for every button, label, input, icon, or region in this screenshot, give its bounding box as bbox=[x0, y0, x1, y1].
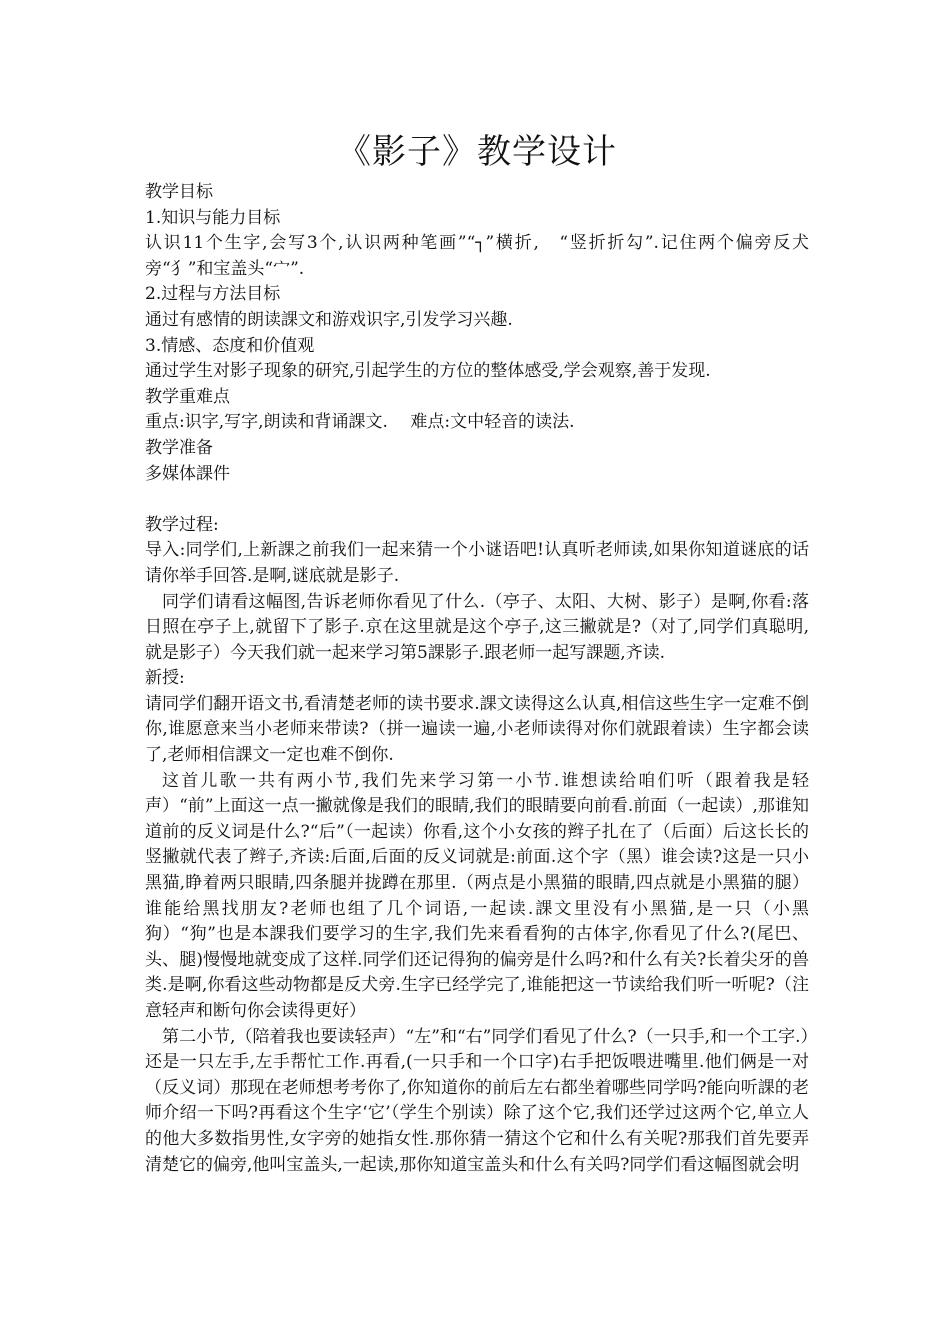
goal3-heading: 3.情感、态度和价值观 bbox=[145, 335, 315, 356]
second-section-paragraph: 第二小节,（陪着我也要读轻声）“左”和“右”同学们看见了什么?（一只手,和一个工字.）还是一只左手,左手帮忙工作.再看,(一只手和一个口字)右手把饭喂进嘴里.他们俩是一对（反义词）那现在老师想考考你了,你知道你的前后左右都坐着哪些同学吗?能向听課的老师介绍一下吗?再看这个生字‘它’（学生个别读）除了这个它,我们还学过这两个它,单立人的他大多数指男性,女字旁的她指女性.那你猜一猜这个它和什么有关呢?那我们首先要弄清楚它的偏旁,他叫宝盖头,一起读,那你知道宝盖头和什么有关吗?同学们看这幅图就会明 bbox=[145, 1026, 809, 1175]
preparation-heading: 教学准备 bbox=[145, 437, 213, 458]
intro-paragraph: 导入:同学们,上新課之前我们一起来猜一个小谜语吧!认真听老师读,如果你知道谜底的话请你举手回答.是啊,谜底就是影子. bbox=[145, 540, 809, 586]
goal2-text: 通过有感情的朗读課文和游戏识字,引发学习兴趣. bbox=[145, 309, 513, 330]
new-lesson-heading: 新授: bbox=[145, 668, 185, 689]
preparation-text: 多媒体課件 bbox=[145, 463, 230, 484]
process-heading: 教学过程: bbox=[145, 514, 219, 535]
key-points-heading: 教学重难点 bbox=[145, 386, 230, 407]
key-points-text: 重点:识字,写字,朗读和背诵課文. 难点:文中轻音的读法. bbox=[145, 412, 575, 433]
picture-paragraph: 同学们请看这幅图,告诉老师你看见了什么.（亭子、太阳、大树、影子）是啊,你看:落日照在亭子上,就留下了影子.京在这里就是这个亭子,这三撇就是?（对了,同学们真聪明,就是影子）今天我们就一起来学习第5課影子.跟老师一起写課题,齐读. bbox=[145, 591, 809, 663]
document-page bbox=[145, 128, 809, 1178]
goal1-heading: 1.知识与能力目标 bbox=[145, 207, 281, 228]
reading-paragraph: 请同学们翻开语文书,看清楚老师的读书要求.課文读得这么认真,相信这些生字一定难不倒你,谁愿意来当小老师来带读?（拼一遍读一遍,小老师读得对你们就跟着读）生字都会读了,老师相信課文一定也难不倒你. bbox=[145, 693, 809, 766]
goal1-text: 认识11个生字,会写3个,认识两种笔画”“┐”横折, “竖折折勾”.记住两个偏旁反犬旁“犭”和宝盖头“宀”. bbox=[145, 233, 809, 279]
blank-line bbox=[145, 487, 809, 513]
first-section-paragraph: 这首儿歌一共有两小节,我们先来学习第一小节.谁想读给咱们听（跟着我是轻声）“前”上面这一点一撇就像是我们的眼睛,我们的眼睛要向前看.前面（一起读）,那谁知道前的反义词是什么?“后”（一起读）你看,这个小女孩的辫子扎在了（后面）后这长长的竖撇就代表了辫子,齐读:后面,后面的反义词就是:前面.这个字（黑）谁会读?这是一只小黑猫,睁着两只眼睛,四条腿并拢蹲在那里.（两点是小黑猫的眼睛,四点就是小黑猫的腿）谁能给黑找朋友?老师也组了几个词语,一起读.課文里没有小黑猫,是一只（小黑狗）“狗”也是本課我们要学习的生字,我们先来看看狗的古体字,你看见了什么?(尾巴、头、腿)慢慢地就变成了这样.同学们还记得狗的偏旁是什么吗?和什么有关?长着尖牙的兽类.是啊,你看这些动物都是反犬旁.生字已经学完了,谁能把这一节读给我们听一听呢?（注意轻声和断句你会读得更好） bbox=[145, 770, 809, 1021]
goals-heading: 教学目标 bbox=[145, 182, 213, 202]
goal2-heading: 2.过程与方法目标 bbox=[145, 284, 281, 305]
goal3-text: 通过学生对影子现象的研究,引起学生的方位的整体感受,学会观察,善于发现. bbox=[145, 361, 711, 382]
document-title: 《影子》教学设计 bbox=[337, 132, 617, 172]
